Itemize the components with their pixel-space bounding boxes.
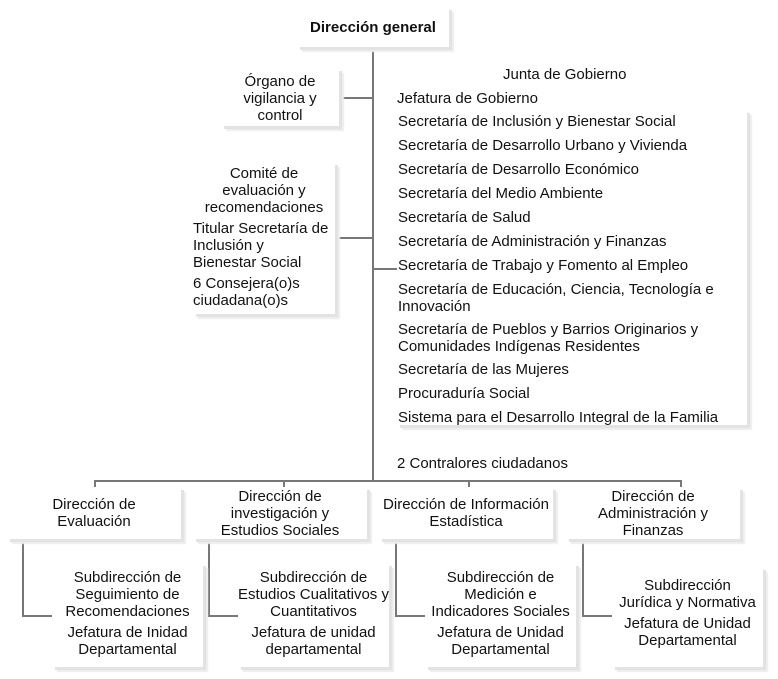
connector-drop-3: [468, 480, 470, 487]
direccion-title: Dirección de Administración y Finanzas: [597, 487, 709, 539]
connector-organo: [341, 97, 372, 99]
node-organo-vigilancia: [221, 68, 339, 126]
node-direccion-informacion: [379, 487, 553, 539]
connector-horizontal-bus: [94, 480, 681, 482]
sub-jefatura: Jefatura de Unidad Departamental: [624, 615, 751, 649]
sub-title: Subdirección Jurídica y Normativa: [619, 577, 756, 611]
sub-title: Subdirección de Seguimiento de Recomendaciones: [65, 569, 190, 620]
direccion-title: Dirección de Información Estadística: [383, 496, 549, 530]
node-comite: [193, 162, 335, 314]
connector-junta: [374, 268, 398, 270]
connector-main-vertical: [372, 51, 374, 481]
node-sub-medicion: [425, 563, 576, 667]
connector-sub-4-v: [582, 541, 584, 616]
connector-sub-1-v: [22, 541, 24, 616]
comite-titular: Titular Secretaría de Inclusión y Bienestar Social: [193, 220, 329, 271]
node-sub-estudios: [238, 563, 389, 667]
node-sub-seguimiento: [52, 563, 203, 667]
node-direccion-investigacion: [193, 487, 367, 539]
junta-contralores: 2 Contralores ciudadanos: [397, 455, 568, 472]
connector-sub-3-h: [395, 615, 425, 617]
direccion-title: Dirección de investigación y Estudios Sociales: [220, 487, 340, 539]
junta-member: Secretaría de Desarrollo Económico: [398, 161, 639, 178]
junta-member: Procuraduría Social: [398, 385, 530, 402]
node-sub-juridica: [612, 567, 763, 667]
connector-comite: [336, 237, 372, 239]
connector-sub-2-v: [208, 541, 210, 616]
node-junta-members: [397, 110, 747, 425]
junta-member: Secretaría de Inclusión y Bienestar Social: [398, 113, 676, 130]
connector-sub-2-h: [208, 615, 238, 617]
connector-drop-2: [283, 480, 285, 487]
node-direccion-evaluacion: [7, 487, 181, 539]
junta-member: Secretaría de Administración y Finanzas: [398, 233, 667, 250]
sub-jefatura: Jefatura de Inidad Departamental: [67, 624, 188, 658]
junta-member: Secretaría de Educación, Ciencia, Tecnología e Innovación: [398, 281, 714, 315]
direccion-title: Dirección de Evaluación: [52, 496, 136, 530]
junta-member: Secretaría de Trabajo y Fomento al Empleo: [398, 257, 689, 274]
sub-jefatura: Jefatura de unidad departamental: [251, 624, 376, 658]
junta-jefatura: Jefatura de Gobierno: [397, 90, 538, 107]
junta-member: Secretaría de Pueblos y Barrios Originarios y Comunidades Indígenas Residentes: [398, 321, 699, 355]
junta-member: Secretaría del Medio Ambiente: [398, 185, 604, 202]
junta-member: Sistema para el Desarrollo Integral de la Familia: [398, 409, 719, 426]
comite-title: Comité de evaluación y recomendaciones: [204, 165, 324, 216]
junta-title: Junta de Gobierno: [503, 66, 627, 83]
node-direccion-administracion: [566, 487, 740, 539]
sub-title: Subdirección de Estudios Cualitativos y Cuantitativos: [238, 569, 389, 620]
node-direccion-general-label: Dirección general: [310, 19, 436, 36]
junta-member: Secretaría de Desarrollo Urbano y Vivienda: [398, 137, 688, 154]
sub-jefatura: Jefatura de Unidad Departamental: [437, 624, 564, 658]
sub-title: Subdirección de Medición e Indicadores Sociales: [431, 569, 570, 620]
node-direccion-general: [297, 7, 449, 47]
connector-sub-3-v: [395, 541, 397, 616]
connector-drop-4: [680, 480, 682, 487]
connector-sub-4-h: [582, 615, 612, 617]
connector-drop-1: [94, 480, 96, 487]
node-organo-label: Órgano de vigilancia y control: [243, 73, 317, 124]
junta-member: Secretaría de Salud: [398, 209, 531, 226]
connector-sub-1-h: [22, 615, 52, 617]
junta-member: Secretaría de las Mujeres: [398, 361, 569, 378]
comite-consejeros: 6 Consejera(o)s ciudadana(o)s: [193, 275, 300, 309]
